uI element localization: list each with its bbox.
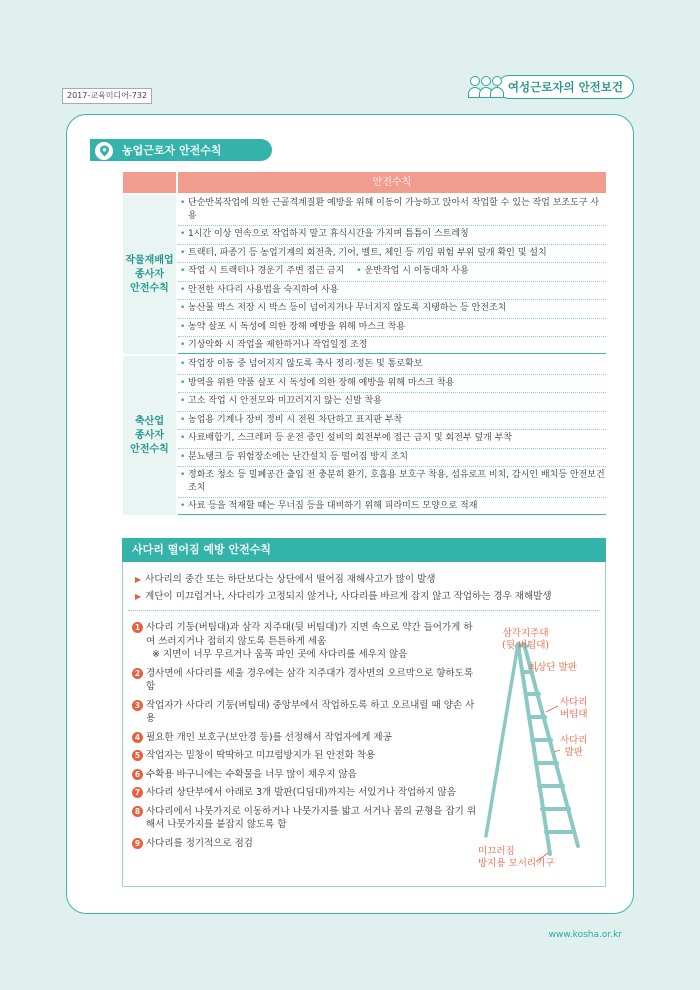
rule-row: • 정화조 청소 등 밀폐공간 출입 전 충분히 환기, 호흡용 보호구 착용, 섬유로프 비치, 감시인 배치등 안전보건 조치 — [178, 467, 606, 498]
category-livestock-label: 축산업 종사자 안전수칙 — [130, 415, 169, 455]
livestock-rules — [178, 356, 606, 515]
ladder-rule-item: 9 사다리를 정기적으로 점검 — [132, 837, 477, 851]
rule-row: • 사료 등을 적재할 때는 무너짐 등을 대비하기 위해 피라미드 모양으로 적재 — [180, 501, 478, 511]
ladder-rule-item: 1 사다리 기둥(버팀대)과 삼각 지주대(뒷 버팀대)가 지면 속으로 약간 들어가게 하여 쓰러지거나 접히지 않도록 튼튼하게 세움 ※ 지면이 너무 무르거나 움푹 파인 곳에 사다리를 세우지 않음 — [132, 621, 477, 662]
bullet-icon: • — [180, 198, 186, 208]
rule-row: • 분뇨탱크 등 위험장소에는 난간설치 등 떨어짐 방지 조치 — [178, 449, 606, 468]
category-crop-label: 작물재배업 종사자 안전수칙 — [125, 254, 174, 294]
bullet-icon: • — [180, 414, 186, 425]
table-header-blank — [123, 172, 176, 193]
rule-row: • 농약 살포 시 독성에 의한 장해 예방을 위해 마스크 착용 — [178, 319, 606, 338]
number-badge: 1 — [132, 622, 143, 633]
category-livestock — [123, 356, 176, 515]
ladder-rule-item: 5 작업자는 밑창이 딱딱하고 미끄럼방지가 된 안전화 착용 — [132, 749, 477, 763]
bullet-icon: • — [180, 303, 186, 313]
number-badge: 3 — [132, 700, 143, 711]
footer-url[interactable]: www.kosha.or.kr — [548, 930, 622, 940]
bullet-icon: • — [180, 501, 186, 511]
number-badge: 2 — [132, 668, 143, 679]
rule-row: • 안전한 사다리 사용법을 숙지하여 사용 — [178, 282, 606, 301]
rule-row: • 고소 작업 시 안전모와 미끄러지지 않는 신발 착용 — [178, 393, 606, 412]
rule-row: • 방역을 위한 약품 살포 시 독성에 의한 장해 예방을 위해 마스크 착용 — [178, 375, 606, 394]
number-badge: 4 — [132, 732, 143, 743]
ladder-rule-item: 8 사다리에서 나뭇가지로 이동하거나 나뭇가지를 밟고 서거나 몸의 균형을 잡기 위해서 나뭇가지를 붙잡지 않도록 함 — [132, 805, 477, 832]
bullet-icon: • — [180, 433, 186, 443]
rule-row: • 작업 시 트랙터나 경운기 주변 접근 금지 • 운반작업 시 이동대차 사용 — [178, 263, 606, 282]
bullet-icon: • — [180, 396, 186, 406]
crop-rules — [178, 195, 606, 354]
document-code: 2017-교육미디어-732 — [62, 88, 152, 104]
bullet-icon: • — [180, 470, 186, 480]
category-crop — [123, 195, 176, 354]
rule-row: • 트랙터, 파종기 등 농업기계의 회전축, 기어, 벨트, 체인 등 끼임 위험 부위 덮개 확인 및 설치 — [178, 245, 606, 264]
number-badge: 9 — [132, 838, 143, 849]
number-badge: 8 — [132, 806, 143, 817]
ladder-rule-item: 3 작업자가 사다리 기둥(버팀대) 중앙부에서 작업하도록 하고 오르내릴 때 양손 사용 — [132, 699, 477, 726]
section-title: 농업근로자 안전수칙 — [90, 139, 272, 161]
header-badge-label: 여성근로자의 안전보건 — [497, 75, 634, 99]
bullet-icon: • — [180, 247, 186, 258]
table-header: 안전수칙 — [178, 172, 606, 193]
bullet-icon: • — [180, 340, 186, 350]
label-pole: 사다리 버팀대 — [560, 697, 588, 720]
location-pin-icon — [94, 141, 114, 161]
rule-row: • 단순반복작업에 의한 근골격계질환 예방을 위해 이동이 가능하고 앉아서 작업할 수 있는 작업 보조도구 사용 — [178, 195, 606, 226]
ladder-rule-item: 4 필요한 개인 보호구(보안경 등)를 선정해서 작업자에게 제공 — [132, 731, 477, 745]
rule-row: • 농산물 박스 저장 시 박스 등이 넘어지거나 무너지지 않도록 지탱하는 등 안전조치 — [178, 300, 606, 319]
number-badge: 5 — [132, 750, 143, 761]
ladder-rule-item: 6 수확용 바구니에는 수확물을 너무 많이 채우지 않음 — [132, 768, 477, 782]
rule-row: • 기상악화 시 작업을 제한하거나 작업일정 조정 — [180, 340, 368, 350]
warning-item: ▶ 계단이 미끄럽거나, 사다리가 고정되지 않거나, 사다리를 바르게 잡지 않고 작업하는 경우 재해발생 — [135, 591, 552, 602]
bullet-icon: • — [180, 359, 186, 369]
number-badge: 6 — [132, 769, 143, 780]
number-badge: 7 — [132, 787, 143, 798]
label-tripod: 삼각지주대 (뒷 버팀대) — [502, 628, 550, 651]
rule-row: • 사료배합기, 스크레퍼 등 운전 중인 설비의 회전부에 접근 금지 및 회전부 덮개 부착 — [178, 430, 606, 449]
people-icon — [468, 76, 501, 98]
label-step: 사다리 발판 — [560, 735, 588, 758]
bullet-icon: • — [180, 284, 186, 295]
ladder-rule-item: 7 사다리 상단부에서 아래로 3개 발판(디딤대)까지는 서있거나 작업하지 않음 — [132, 786, 477, 800]
ladder-safety-title: 사다리 떨어짐 예방 안전수칙 — [122, 538, 606, 562]
label-antislip: 미끄러짐 방지용 모서리기구 — [478, 846, 555, 869]
rule-row: • 작업장 이동 중 넘어지지 않도록 축사 정리·정돈 및 통로확보 — [178, 356, 606, 375]
bullet-icon: • — [180, 321, 186, 332]
ladder-rules-list — [132, 621, 477, 855]
triangle-right-icon: ▶ — [135, 575, 142, 584]
bullet-icon: • — [180, 377, 186, 388]
bullet-icon: • — [180, 451, 186, 462]
bullet-icon: • — [180, 266, 186, 276]
warning-item: ▶ 사다리의 중간 또는 하단보다는 상단에서 떨어짐 재해사고가 많이 발생 — [135, 574, 436, 585]
bullet-icon: • — [180, 229, 186, 239]
ladder-rule-item: 2 경사면에 사다리를 세울 경우에는 삼각 지주대가 경사면의 오르막으로 향하도록 함 — [132, 667, 477, 694]
header-badge — [468, 72, 634, 102]
rule-row: • 농업용 기계나 장비 정비 시 전원 차단하고 표지판 부착 — [178, 412, 606, 431]
divider — [128, 610, 600, 611]
label-top-step: 최상단 발판 — [528, 662, 577, 673]
rule-row: • 1시간 이상 연속으로 작업하지 말고 휴식시간을 가지며 틈틈이 스트레칭 — [178, 226, 606, 245]
triangle-right-icon: ▶ — [135, 592, 142, 601]
ladder-tripod-leg — [486, 644, 518, 836]
